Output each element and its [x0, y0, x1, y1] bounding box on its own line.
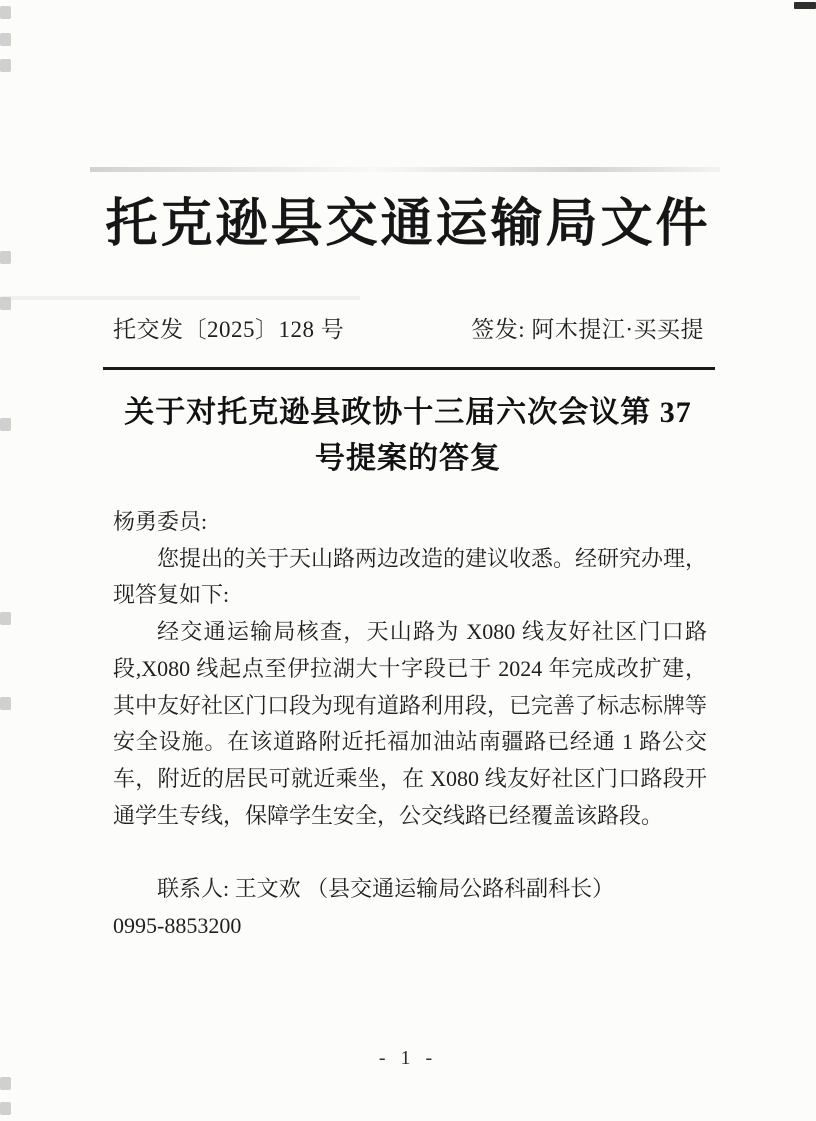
doc-reference-number: 托交发〔2025〕128 号	[113, 317, 345, 342]
scan-edge-mark-top-right	[794, 2, 816, 9]
scan-edge-mark	[0, 418, 11, 431]
contact-phone-number: 0995-8853200	[113, 913, 242, 939]
document-title-line-2: 号提案的答复	[315, 442, 501, 475]
salutation: 杨勇委员:	[113, 509, 208, 534]
scan-edge-mark	[0, 1077, 11, 1090]
scan-edge-mark	[0, 6, 11, 19]
letter-body	[113, 504, 707, 945]
scan-edge-mark	[0, 33, 11, 46]
paragraph-intro: 您提出的关于天山路两边改造的建议收悉。经研究办理，现答复如下:	[113, 545, 708, 608]
reference-row	[113, 311, 704, 344]
scan-streak	[90, 167, 720, 172]
issuer-signoff: 签发: 阿木提江·买买提	[471, 317, 704, 342]
page-number: - 1 -	[378, 1047, 438, 1069]
masthead-divider-line	[103, 367, 715, 370]
agency-masthead-title: 托克逊县交通运输局文件	[105, 196, 711, 253]
scan-edge-mark	[0, 697, 11, 710]
document-title-line-1: 关于对托克逊县政协十三届六次会议第 37	[124, 396, 692, 429]
scan-edge-mark	[0, 59, 11, 72]
document-title	[50, 390, 766, 482]
paragraph-reply: 经交通运输局核查，天山路为 X080 线友好社区门口路段,X080 线起点至伊拉湖大十字段已于 2024 年完成改扩建，其中友好社区门口段为现有道路利用段，已完善了标志标牌等安全设施。在该道路附近托福加油站南疆路已经通 1 路公交车，附近的居民可就近乘坐，在 X080 线友好社区门口路段开通学生专线，保障学生安全，公交线路已经覆盖该路段。	[113, 619, 708, 828]
contact-person-line: 联系人: 王文欢 （县交通运输局公路科副科长）	[157, 876, 615, 902]
scan-edge-mark	[0, 1102, 11, 1115]
scan-edge-mark	[0, 612, 11, 625]
scan-streak	[0, 296, 360, 300]
